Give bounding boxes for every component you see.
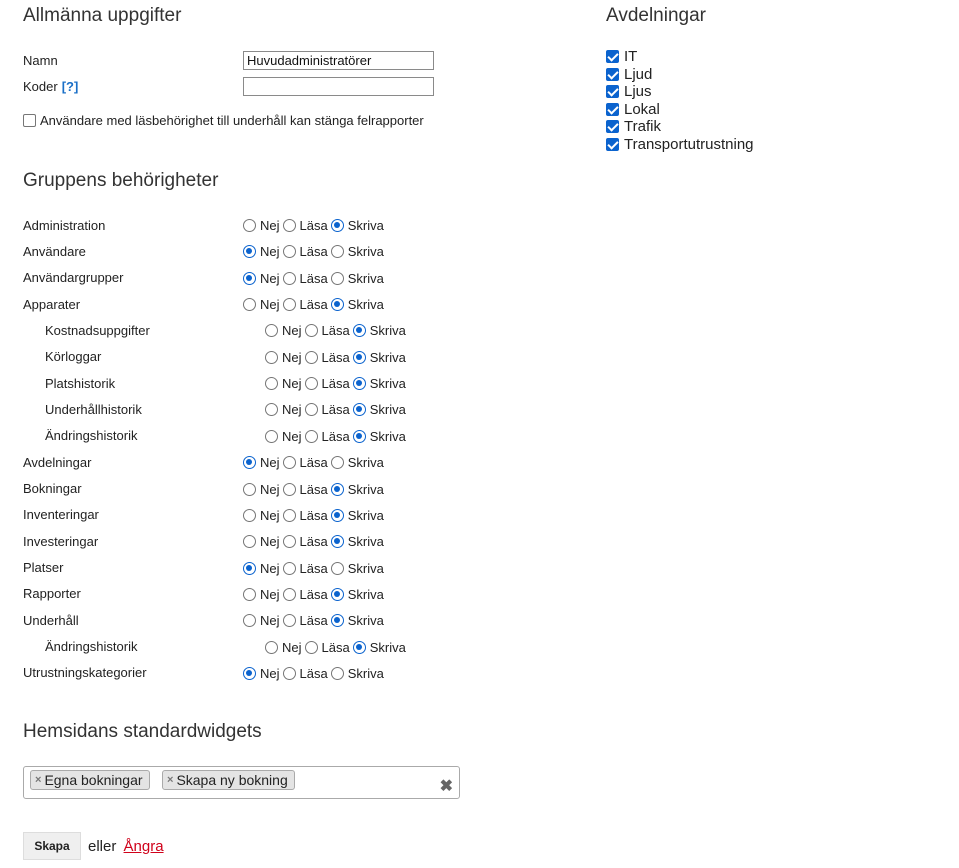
permission-row (23, 449, 91, 475)
permission-radio-nej[interactable] (243, 272, 256, 285)
permission-option-label: Skriva (369, 376, 406, 392)
permission-radio-läsa[interactable] (283, 535, 296, 548)
or-text: eller (88, 838, 117, 855)
permission-option-label: Läsa (299, 507, 328, 523)
permission-radio-läsa[interactable] (305, 641, 318, 654)
permission-radio-skriva[interactable] (331, 245, 344, 258)
permission-radio-läsa[interactable] (283, 245, 296, 258)
permission-option-label: Skriva (347, 297, 384, 313)
permission-row (23, 528, 98, 554)
permission-options (265, 350, 409, 365)
department-label: Ljus (624, 83, 652, 101)
permission-name: Underhåll (23, 612, 79, 628)
permission-name: Ändringshistorik (45, 428, 138, 444)
general-heading: Allmänna uppgifter (23, 5, 182, 26)
department-checkbox[interactable] (606, 68, 619, 81)
permission-radio-skriva[interactable] (331, 456, 344, 469)
name-input[interactable] (243, 51, 434, 70)
permission-option-label: Nej (282, 639, 302, 655)
permission-option-label: Läsa (299, 613, 328, 629)
permission-option-label: Nej (260, 560, 280, 576)
permission-options (243, 666, 387, 681)
permission-option-label: Nej (260, 244, 280, 260)
permission-radio-läsa[interactable] (283, 509, 296, 522)
permission-radio-läsa[interactable] (283, 483, 296, 496)
permission-radio-skriva[interactable] (331, 272, 344, 285)
permission-row (45, 344, 101, 370)
permission-option-label: Nej (260, 534, 280, 550)
permission-option-label: Läsa (321, 402, 350, 418)
permission-radio-nej[interactable] (243, 456, 256, 469)
widgets-heading: Hemsidans standardwidgets (23, 721, 262, 742)
permission-option-label: Skriva (347, 244, 384, 260)
permission-option-label: Skriva (369, 323, 406, 339)
permission-option-label: Skriva (347, 560, 384, 576)
permission-option-label: Läsa (321, 323, 350, 339)
clear-widgets-icon[interactable]: ✖ (439, 778, 453, 795)
permission-name: Avdelningar (23, 454, 92, 470)
departments-heading: Avdelningar (606, 5, 707, 26)
permission-row (45, 396, 142, 422)
permission-row (23, 502, 99, 528)
permission-radio-läsa[interactable] (283, 614, 296, 627)
permission-radio-läsa[interactable] (305, 324, 318, 337)
permission-radio-skriva[interactable] (353, 324, 366, 337)
permission-option-label: Skriva (347, 481, 384, 497)
department-item[interactable] (606, 101, 754, 119)
permission-option-label: Nej (260, 481, 280, 497)
permission-options (265, 323, 409, 338)
permission-radio-skriva[interactable] (331, 219, 344, 232)
readonly-close-label: Användare med läsbehörighet till underhåll kan stänga felrapporter (40, 113, 424, 128)
permission-row (23, 212, 105, 238)
permission-options (243, 482, 387, 497)
permission-options (243, 587, 387, 602)
permission-row (23, 581, 81, 607)
permission-options (265, 402, 409, 417)
permission-options (265, 376, 409, 391)
permission-option-label: Läsa (321, 639, 350, 655)
permission-radio-nej[interactable] (265, 377, 278, 390)
permission-options (243, 271, 387, 286)
permission-option-label: Skriva (347, 586, 384, 602)
permission-radio-läsa[interactable] (283, 667, 296, 680)
permission-option-label: Nej (282, 376, 302, 392)
permission-options (265, 640, 409, 655)
permission-option-label: Läsa (321, 376, 350, 392)
permission-row (23, 265, 123, 291)
permission-option-label: Nej (260, 297, 280, 313)
permission-radio-läsa[interactable] (305, 351, 318, 364)
permission-radio-skriva[interactable] (331, 614, 344, 627)
permission-radio-skriva[interactable] (353, 641, 366, 654)
permission-radio-nej[interactable] (243, 588, 256, 601)
permission-options (243, 534, 387, 549)
permission-option-label: Skriva (347, 507, 384, 523)
permission-option-label: Läsa (299, 534, 328, 550)
permission-option-label: Skriva (347, 455, 384, 471)
department-label: Ljud (624, 65, 653, 83)
permission-row (23, 555, 63, 581)
permission-name: Investeringar (23, 533, 99, 549)
permission-option-label: Skriva (347, 613, 384, 629)
readonly-close-checkbox[interactable] (23, 114, 36, 127)
permission-radio-skriva[interactable] (331, 562, 344, 575)
name-label: Namn (23, 53, 58, 68)
permission-radio-skriva[interactable] (353, 377, 366, 390)
permission-name: Bokningar (23, 481, 82, 496)
permission-option-label: Nej (260, 270, 280, 286)
permission-option-label: Skriva (347, 270, 384, 286)
permission-name: Platser (23, 560, 64, 576)
permission-option-label: Nej (260, 665, 280, 681)
permission-radio-skriva[interactable] (331, 509, 344, 522)
permission-radio-skriva[interactable] (331, 667, 344, 680)
permission-option-label: Läsa (299, 244, 328, 260)
permission-option-label: Nej (282, 428, 302, 444)
cancel-link[interactable]: Ångra (123, 838, 164, 855)
permission-options (243, 561, 387, 576)
create-button[interactable]: Skapa (23, 832, 81, 860)
department-checkbox[interactable] (606, 138, 619, 151)
permission-row (45, 634, 138, 660)
permission-row (45, 423, 138, 449)
permission-radio-nej[interactable] (243, 219, 256, 232)
permission-option-label: Skriva (369, 402, 406, 418)
department-item[interactable] (606, 83, 754, 101)
widgets-select[interactable] (23, 766, 460, 799)
permission-option-label: Läsa (299, 560, 328, 576)
permission-radio-nej[interactable] (243, 667, 256, 680)
department-checkbox[interactable] (606, 50, 619, 63)
permission-name: Apparater (23, 296, 81, 312)
permission-radio-skriva[interactable] (331, 483, 344, 496)
permission-option-label: Skriva (347, 218, 384, 233)
permission-row (23, 607, 79, 633)
actions-text (88, 838, 164, 855)
permission-name: Rapporter (23, 586, 81, 602)
permission-radio-skriva[interactable] (353, 430, 366, 443)
permission-radio-nej[interactable] (265, 430, 278, 443)
department-label: Trafik (624, 118, 661, 136)
permission-radio-nej[interactable] (265, 324, 278, 337)
codes-label-wrap (23, 79, 78, 94)
permission-name: Användargrupper (23, 270, 124, 286)
permission-radio-skriva[interactable] (353, 351, 366, 364)
permission-radio-nej[interactable] (243, 509, 256, 522)
permission-option-label: Läsa (299, 481, 328, 497)
department-label: Transportutrustning (624, 135, 754, 153)
permission-radio-skriva[interactable] (353, 403, 366, 416)
permission-radio-skriva[interactable] (331, 535, 344, 548)
permission-name: Användare (23, 243, 86, 259)
permission-radio-nej[interactable] (243, 483, 256, 496)
permissions-heading: Gruppens behörigheter (23, 170, 219, 191)
department-item[interactable] (606, 48, 754, 66)
permission-radio-läsa[interactable] (283, 272, 296, 285)
codes-input[interactable] (243, 77, 434, 96)
department-checkbox[interactable] (606, 120, 619, 133)
permission-option-label: Skriva (369, 349, 406, 365)
permission-option-label: Skriva (347, 665, 384, 681)
permission-option-label: Nej (260, 507, 280, 523)
permission-name: Körloggar (45, 349, 102, 365)
permission-radio-läsa[interactable] (305, 430, 318, 443)
permission-radio-nej[interactable] (243, 245, 256, 258)
department-checkbox[interactable] (606, 103, 619, 116)
permission-radio-läsa[interactable] (305, 377, 318, 390)
permission-radio-läsa[interactable] (283, 562, 296, 575)
permission-radio-skriva[interactable] (331, 588, 344, 601)
department-label: IT (624, 48, 638, 66)
permission-row (45, 370, 115, 396)
permission-option-label: Läsa (321, 428, 350, 444)
permission-option-label: Läsa (299, 665, 328, 681)
remove-widget-icon[interactable]: × (35, 774, 42, 786)
permission-option-label: Läsa (299, 297, 328, 313)
permission-options (243, 455, 387, 470)
permission-row (45, 317, 150, 343)
permission-radio-läsa[interactable] (283, 456, 296, 469)
department-label: Lokal (624, 100, 660, 118)
permission-name: Ändringshistorik (45, 639, 138, 655)
departments-list (606, 48, 754, 153)
permission-option-label: Skriva (347, 534, 384, 550)
department-item[interactable] (606, 136, 754, 154)
permission-row (23, 291, 80, 317)
permission-option-label: Läsa (299, 455, 328, 471)
permission-radio-läsa[interactable] (283, 219, 296, 232)
permission-name: Platshistorik (45, 375, 116, 391)
permission-name: Utrustningskategorier (23, 665, 147, 681)
permission-option-label: Läsa (299, 270, 328, 286)
permission-option-label: Nej (282, 323, 302, 339)
permission-options (265, 429, 409, 444)
permission-option-label: Nej (282, 402, 302, 418)
readonly-close-option[interactable] (23, 113, 424, 128)
widget-chip[interactable] (162, 770, 295, 790)
permission-option-label: Läsa (299, 586, 328, 602)
permission-radio-nej[interactable] (243, 562, 256, 575)
permission-radio-nej[interactable] (265, 403, 278, 416)
permission-option-label: Skriva (369, 428, 406, 444)
permission-option-label: Nej (260, 218, 280, 233)
permission-radio-nej[interactable] (243, 298, 256, 311)
permission-options (243, 508, 387, 523)
permission-radio-skriva[interactable] (331, 298, 344, 311)
permission-row (23, 238, 86, 264)
permission-option-label: Läsa (321, 349, 350, 365)
permission-option-label: Skriva (369, 639, 406, 655)
department-item[interactable] (606, 118, 754, 136)
permission-radio-nej[interactable] (265, 351, 278, 364)
permission-radio-nej[interactable] (243, 535, 256, 548)
permission-radio-läsa[interactable] (283, 298, 296, 311)
permission-radio-läsa[interactable] (283, 588, 296, 601)
permission-option-label: Nej (260, 613, 280, 629)
permission-options (243, 613, 387, 628)
permission-option-label: Nej (260, 455, 280, 471)
permission-name: Underhållhistorik (45, 401, 142, 417)
codes-label: Koder (23, 79, 58, 94)
widget-chip[interactable] (30, 770, 150, 790)
widget-chip-label: Egna bokningar (44, 772, 143, 788)
widget-chip-label: Skapa ny bokning (176, 772, 288, 788)
permission-name: Administration (23, 217, 106, 233)
department-checkbox[interactable] (606, 85, 619, 98)
permission-options (243, 218, 387, 233)
permission-radio-nej[interactable] (265, 641, 278, 654)
department-item[interactable] (606, 66, 754, 84)
permission-options (243, 244, 387, 259)
permission-row (23, 660, 147, 686)
permission-name: Inventeringar (23, 507, 99, 523)
permission-name: Kostnadsuppgifter (45, 322, 150, 338)
remove-widget-icon[interactable]: × (167, 774, 174, 786)
permission-radio-läsa[interactable] (305, 403, 318, 416)
codes-help-link[interactable]: [?] (61, 79, 79, 94)
permission-option-label: Nej (260, 586, 280, 602)
permission-radio-nej[interactable] (243, 614, 256, 627)
permission-row (23, 476, 82, 502)
permission-options (243, 297, 387, 312)
permission-option-label: Läsa (299, 218, 328, 233)
permission-option-label: Nej (282, 349, 302, 365)
